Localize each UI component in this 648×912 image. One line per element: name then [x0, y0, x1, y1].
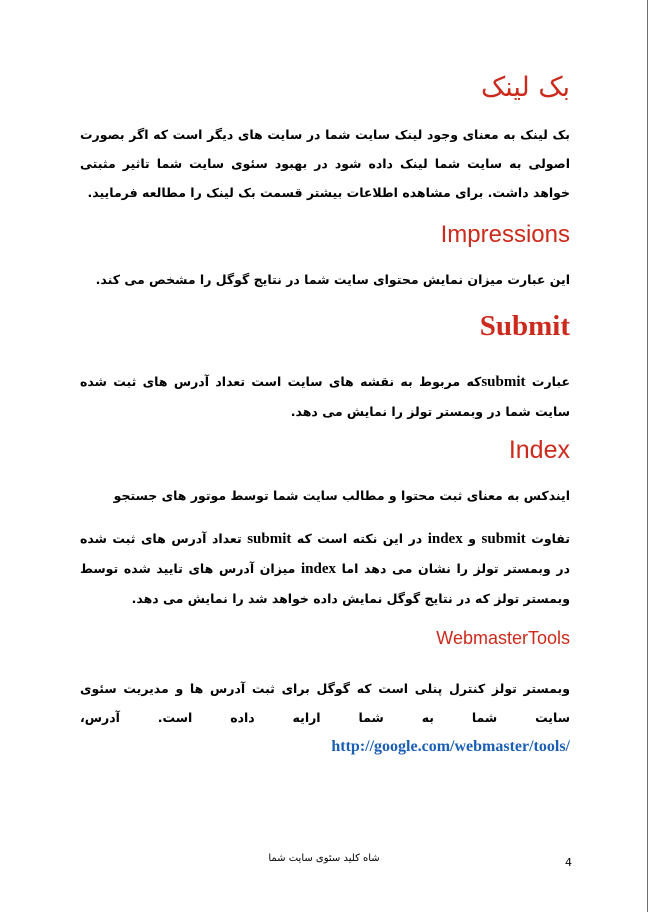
index-text-d: تعداد آدرس های ثبت شده در وبمستر تولز را نشان می دهد اما [80, 531, 570, 576]
footer-title: شاه کلید سئوی سایت شما [268, 853, 380, 864]
heading-index: Index [508, 436, 570, 464]
index-text-e: میزان آدرس های تایید شده توسط وبمستر تولز که در نتایج گوگل نمایش داده خواهد شد را نمایش می دهد. [80, 561, 570, 606]
index-text-c: در این نکته است که [291, 531, 428, 546]
submit-text-post: که مربوط به نقشه های سایت است تعداد آدرس های ثبت شده سایت شما در وبمستر تولز را نمایش می دهد. [80, 374, 570, 419]
index-text-a: تفاوت [525, 531, 570, 546]
paragraph-backlink: بک لینک به معنای وجود لینک سایت شما در سایت های دیگر است که اگر بصورت اصولی به سایت شما لینک داده شود در بهبود سئوی سایت شما تاثیر مثبتی خواهد داشت. برای مشاهده اطلاعات بیشتر قسمت بک لینک را مطالعه فرمایید. [80, 127, 570, 200]
webmaster-tools-link[interactable]: http://google.com/webmaster/tools/ [331, 738, 570, 755]
paragraph-index: ایندکس به معنای ثبت محتوا و مطالب سایت شما توسط موتور های جستجو [113, 488, 570, 503]
heading-submit: Submit [479, 310, 570, 342]
index-term-index-2: index [301, 561, 337, 577]
paragraph-impressions: این عبارت میزان نمایش محتوای سایت شما در نتایج گوگل را مشخص می کند. [95, 272, 570, 287]
paragraph-index-difference [80, 524, 570, 613]
heading-impressions: Impressions [440, 221, 570, 248]
submit-term: submit [481, 374, 526, 390]
index-term-index: index [427, 531, 463, 547]
index-term-submit: submit [481, 531, 526, 547]
paragraph-submit [80, 367, 570, 426]
index-term-submit-2: submit [247, 531, 292, 547]
page-number: 4 [565, 856, 572, 869]
heading-webmaster-tools: WebmasterTools [436, 628, 570, 648]
heading-backlink: بک لینک [481, 72, 570, 103]
webmaster-text: وبمستر تولز کنترل پنلی است که گوگل برای ثبت آدرس ها و مدیریت سئوی سایت شما به شما ارایه داده است. آدرس، [80, 681, 570, 725]
submit-text-pre: عبارت [525, 374, 570, 389]
index-text-b: و [462, 531, 482, 546]
paragraph-webmaster-tools [80, 674, 570, 761]
